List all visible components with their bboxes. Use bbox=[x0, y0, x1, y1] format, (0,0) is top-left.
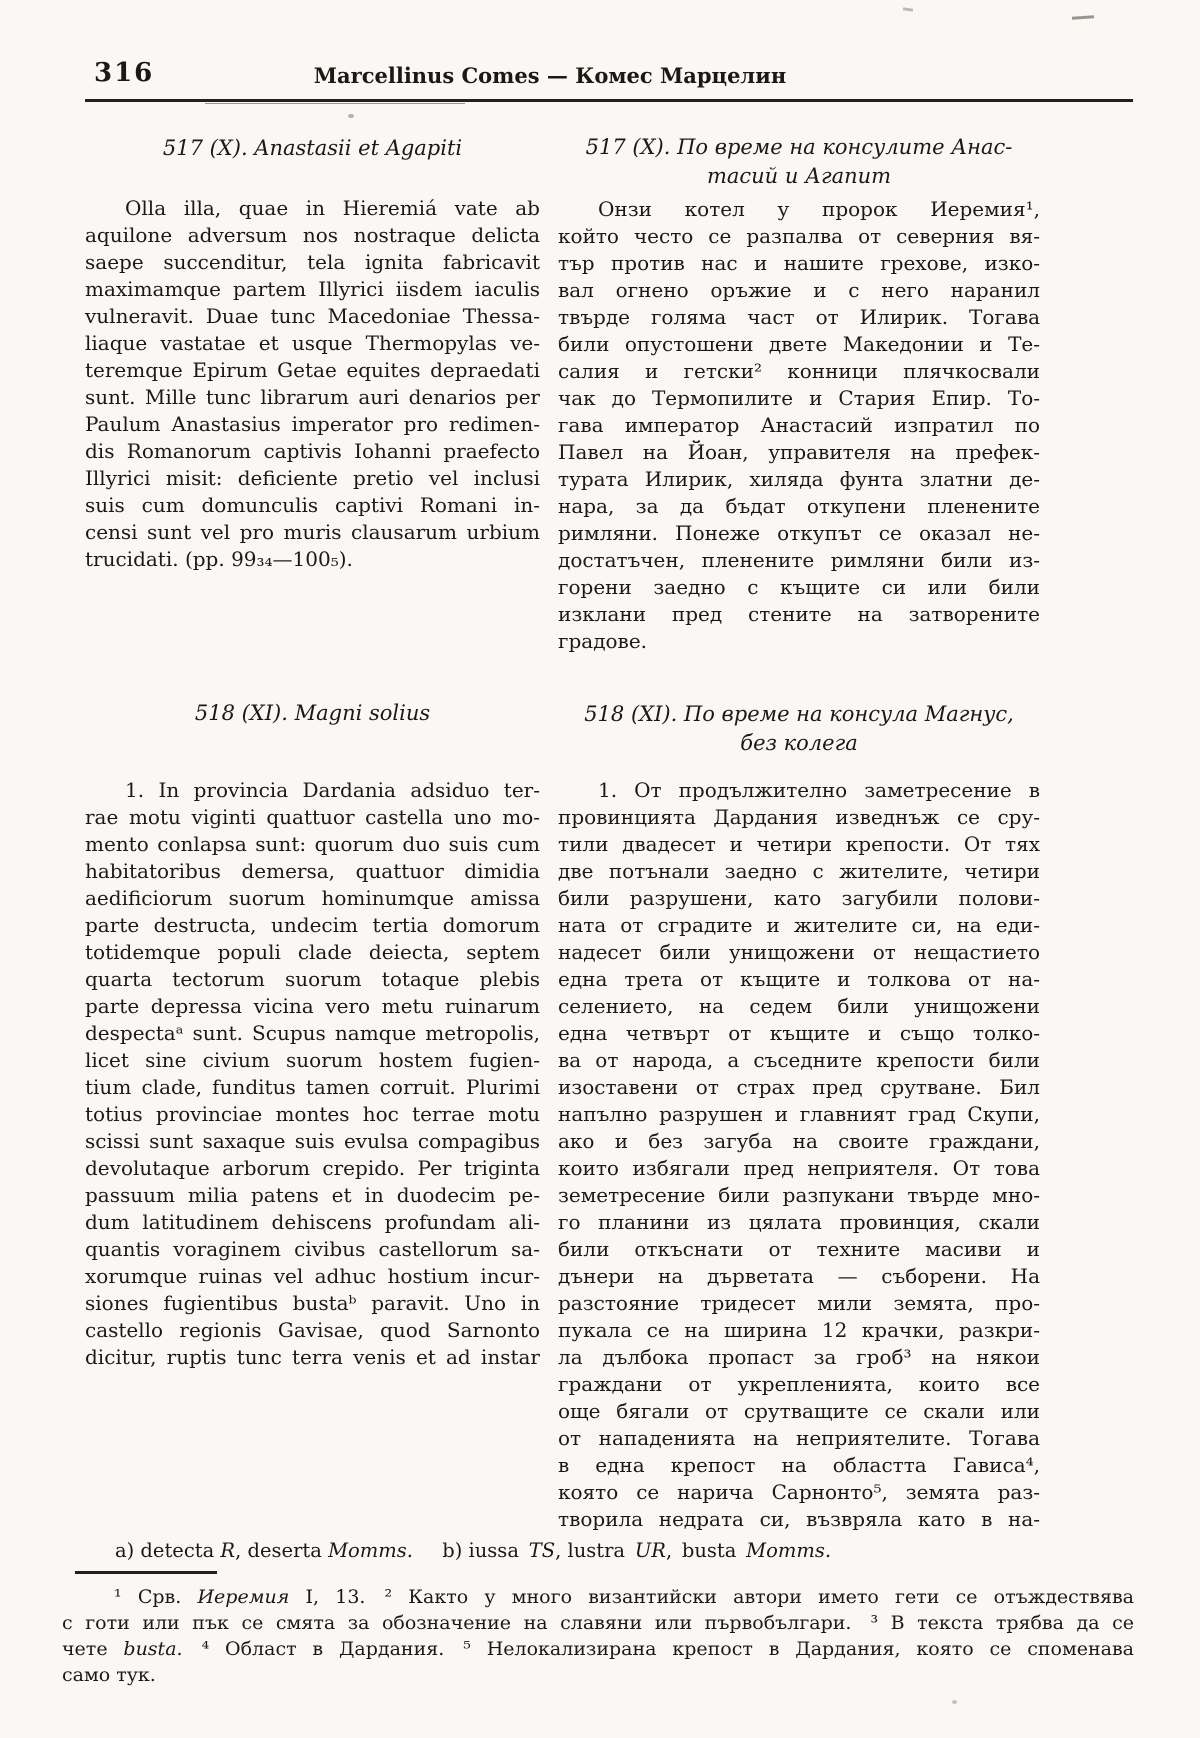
bulgarian-517-paragraph bbox=[558, 196, 1040, 655]
text-line: салия и гетски² конници плячкосвали bbox=[558, 359, 1040, 383]
header-rule bbox=[85, 99, 1133, 102]
text-line: vulneravit. Duae tunc Macedoniae Thessa- bbox=[85, 304, 540, 328]
bulgarian-518-heading-line1: 518 (XI). По време на консула Магнус, bbox=[584, 702, 1014, 726]
text-line: чете busta. ⁴ Област в Дардания. ⁵ Нелокализирана крепост в Дардания, която се споменава bbox=[62, 1638, 1134, 1660]
bulgarian-section-518-heading bbox=[558, 700, 1040, 758]
text-line: parte destructa, undecim tertia domorum bbox=[85, 913, 540, 937]
bulgarian-517-heading-line1: 517 (X). По време на консулите Анас- bbox=[585, 135, 1013, 159]
text-line: разстояние тридесет мили земята, про- bbox=[558, 1291, 1040, 1315]
text-line: пукала се на ширина 12 крачки, разкри- bbox=[558, 1318, 1040, 1342]
text-line: тър против нас и нашите грехове, изко- bbox=[558, 251, 1040, 275]
text-line: провинцията Дардания изведнъж се сру- bbox=[558, 805, 1040, 829]
text-line: от нападенията на неприятелите. Тогава bbox=[558, 1426, 1040, 1450]
text-line: достатъчен, пленените римляни били из- bbox=[558, 548, 1040, 572]
text-line: градове. bbox=[558, 629, 648, 653]
text-line: licet sine civium suorum hostem fugien- bbox=[85, 1048, 540, 1072]
text-line: напълно разрушен и главният град Скупи, bbox=[558, 1102, 1040, 1126]
scan-artifact bbox=[952, 1700, 957, 1704]
text-line: dicitur, ruptis tunc terra venis et ad instar bbox=[85, 1345, 540, 1369]
text-line: били откъснати от техните масиви и bbox=[558, 1237, 1040, 1261]
text-line: с готи или пък се смята за обозначение на славяни или първобългари. ³ В текста трябва да се bbox=[62, 1612, 1134, 1634]
text-line: който често се разпалва от северния вя- bbox=[558, 224, 1040, 248]
footnotes-block bbox=[62, 1584, 1134, 1688]
bulgarian-column bbox=[558, 125, 1040, 1533]
text-line: quarta tectorum suorum totaque plebis bbox=[85, 967, 540, 991]
text-line: изоставени от страх пред срутване. Бил bbox=[558, 1075, 1040, 1099]
footnote-separator-rule bbox=[75, 1571, 217, 1574]
text-line: горени заедно с къщите си или били bbox=[558, 575, 1040, 599]
text-line: Olla illa, quae in Hieremiá vate ab bbox=[125, 196, 540, 220]
text-line: despectaᵃ sunt. Scupus namque metropolis, bbox=[85, 1021, 540, 1045]
scan-artifact bbox=[348, 114, 354, 118]
text-line: Павел на Йоан, управителя на префек- bbox=[558, 440, 1040, 464]
text-line: селението, на седем били унищожени bbox=[558, 994, 1040, 1018]
text-line: една четвърт от къщите и също толко- bbox=[558, 1021, 1040, 1045]
text-line: maximamque partem Illyrici iisdem iaculis bbox=[85, 277, 540, 301]
bulgarian-518-paragraph bbox=[558, 777, 1040, 1533]
text-line: били разрушени, като загубили полови- bbox=[558, 886, 1040, 910]
text-line: Illyrici misit: deficiente pretio vel inclusi bbox=[85, 466, 540, 490]
bulgarian-518-heading-line2: без колега bbox=[740, 731, 858, 755]
latin-section-518-heading: 518 (XI). Magni solius bbox=[194, 701, 431, 725]
text-line: земетресение били разпукани твърде мно- bbox=[558, 1183, 1040, 1207]
text-line: Paulum Anastasius imperator pro redimen- bbox=[85, 412, 540, 436]
text-line: изклани пред стените на затворените bbox=[558, 602, 1040, 626]
text-line: в една крепост на областта Гависа⁴, bbox=[558, 1453, 1040, 1477]
text-line: scissi sunt saxaque suis evulsa compagibus bbox=[85, 1129, 540, 1153]
scan-artifact bbox=[1072, 15, 1094, 20]
text-line: Онзи котел у пророк Иеремия¹, bbox=[598, 197, 1040, 221]
text-line: тили двадесет и четири крепости. От тях bbox=[558, 832, 1040, 856]
text-line: ната от сградите и жителите си, на еди- bbox=[558, 913, 1040, 937]
text-line: дънери на дърветата — съборени. На bbox=[558, 1264, 1040, 1288]
text-line: една трета от къщите и толкова от на- bbox=[558, 967, 1040, 991]
text-line: които избягали пред неприятеля. От това bbox=[558, 1156, 1040, 1180]
text-line: aquilone adversum nos nostraque delicta bbox=[85, 223, 540, 247]
text-line: passuum milia patens et in duodecim pe- bbox=[85, 1183, 540, 1207]
text-line: siones fugientibus bustaᵇ paravit. Uno in bbox=[85, 1291, 540, 1315]
text-line: само тук. bbox=[62, 1664, 156, 1686]
text-line: чак до Термопилите и Стария Епир. То- bbox=[558, 386, 1040, 410]
latin-518-paragraph bbox=[85, 777, 540, 1371]
text-line: liaque vastatae et usque Thermopylas ve- bbox=[85, 331, 540, 355]
text-line: 1. In provincia Dardania adsiduo ter- bbox=[125, 778, 540, 802]
text-line: rae motu viginti quattuor castella uno mo- bbox=[85, 805, 540, 829]
text-line: ла дълбока пропаст за гроб³ на някои bbox=[558, 1345, 1040, 1369]
text-line: mento conlapsa sunt: quorum duo suis cum bbox=[85, 832, 540, 856]
text-line: гава император Анастасий изпратил по bbox=[558, 413, 1040, 437]
text-line: 1. От продължително заметресение в bbox=[598, 778, 1040, 802]
running-title: Marcellinus Comes — Комес Марцелин bbox=[313, 63, 787, 88]
text-line: sunt. Mille tunc librarum auri denarios per bbox=[85, 385, 540, 409]
text-line: xorumque ruinas vel adhuc hostium incur- bbox=[85, 1264, 540, 1288]
bulgarian-517-heading-line2: тасий и Агапит bbox=[706, 164, 892, 188]
text-line: tium clade, funditus tamen corruit. Plurimi bbox=[85, 1075, 540, 1099]
bulgarian-section-517-heading bbox=[558, 133, 1040, 191]
text-line: ¹ Срв. Иеремия I, 13. ² Както у много византийски автори името гети се отъждествява bbox=[114, 1586, 1135, 1608]
text-line: suis cum domunculis captivi Romani in- bbox=[85, 493, 540, 517]
text-line: нара, за да бъдат откупени пленените bbox=[558, 494, 1040, 518]
latin-517-paragraph bbox=[85, 195, 540, 573]
text-line: вал огнено оръжие и с него наранил bbox=[558, 278, 1040, 302]
text-line: parte depressa vicina vero metu ruinarum bbox=[85, 994, 540, 1018]
text-line: saepe succenditur, tela ignita fabricavit bbox=[85, 250, 540, 274]
text-line: habitatoribus demersa, quattuor dimidia bbox=[85, 859, 540, 883]
text-line: castello regionis Gavisae, quod Sarnonto bbox=[85, 1318, 540, 1342]
text-line: твърде голяма част от Илирик. Тогава bbox=[558, 305, 1040, 329]
text-line: totius provinciae montes hoc terrae motu bbox=[85, 1102, 540, 1126]
text-line: две потънали заедно с жителите, четири bbox=[558, 859, 1040, 883]
latin-section-517-heading: 517 (X). Anastasii et Agapiti bbox=[162, 136, 463, 160]
text-line: teremque Epirum Getae equites depraedati bbox=[85, 358, 540, 382]
text-line: dum latitudinem dehiscens profundam ali- bbox=[85, 1210, 540, 1234]
text-line: trucidati. (pp. 99₃₄—100₅). bbox=[85, 547, 353, 571]
text-line: ако и без загуба на своите граждани, bbox=[558, 1129, 1040, 1153]
page-number: 316 bbox=[94, 58, 155, 88]
text-line: censi sunt vel pro muris clausarum urbium bbox=[85, 520, 540, 544]
text-line: dis Romanorum captivis Iohanni praefecto bbox=[85, 439, 540, 463]
text-line: ва от народа, а съседните крепости били bbox=[558, 1048, 1040, 1072]
text-line: quantis voraginem civibus castellorum sa- bbox=[85, 1237, 540, 1261]
text-line: devolutaque arborum crepido. Per triginta bbox=[85, 1156, 540, 1180]
critical-apparatus-line: a) detecta R, deserta Momms. b) iussa TS, lustra UR, busta Momms. bbox=[115, 1539, 832, 1562]
text-line: творила недрата си, възвряла като в на- bbox=[558, 1507, 1040, 1531]
scan-artifact bbox=[903, 7, 913, 11]
text-line: турата Илирик, хиляда фунта златни де- bbox=[558, 467, 1040, 491]
text-line: още бягали от срутващите се скали или bbox=[558, 1399, 1040, 1423]
text-line: били опустошени двете Македонии и Те- bbox=[558, 332, 1040, 356]
text-line: надесет били унищожени от нещастието bbox=[558, 940, 1040, 964]
text-line: римляни. Понеже откупът се оказал не- bbox=[558, 521, 1040, 545]
latin-column bbox=[85, 125, 540, 1371]
text-line: го планини из цялата провинция, скали bbox=[558, 1210, 1040, 1234]
text-line: която се нарича Сарнонто⁵, земята раз- bbox=[558, 1480, 1040, 1504]
text-line: граждани от укрепленията, които все bbox=[558, 1372, 1040, 1396]
text-line: aedificiorum suorum hominumque amissa bbox=[85, 886, 540, 910]
text-line: totidemque populi clade deiecta, septem bbox=[85, 940, 540, 964]
